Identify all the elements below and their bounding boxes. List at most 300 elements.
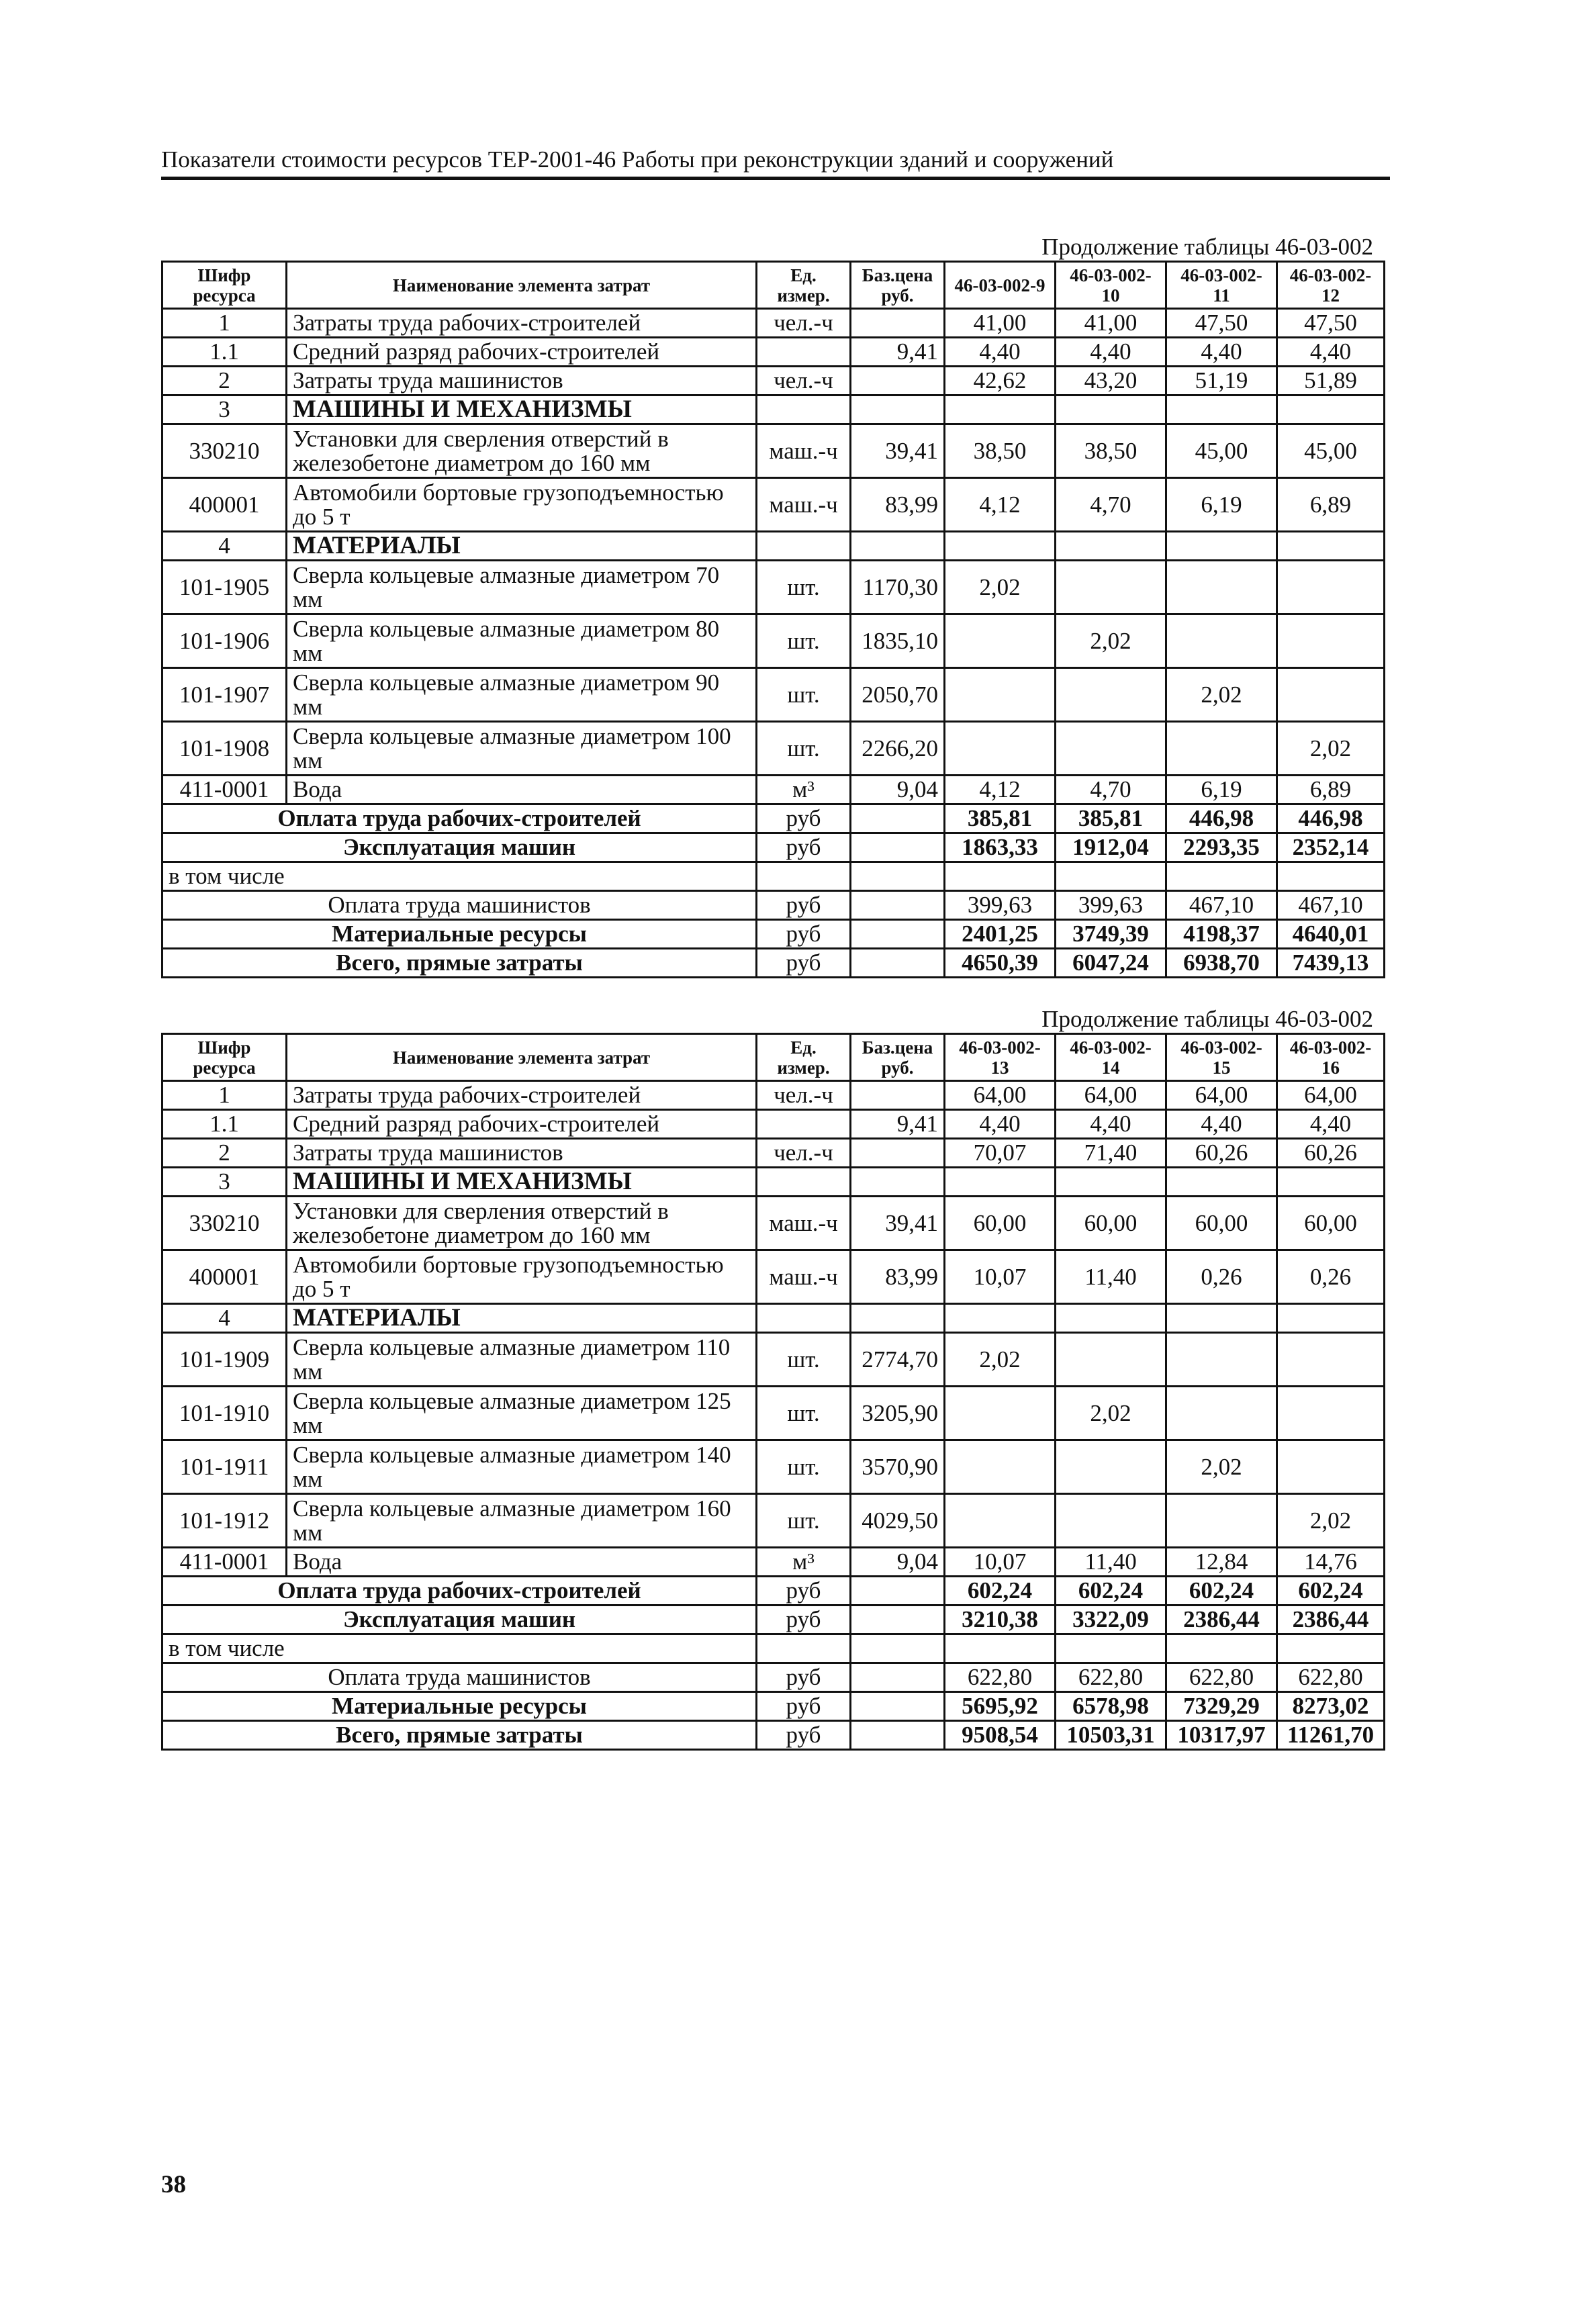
empty-cell <box>851 920 945 949</box>
summary-value: 7329,29 <box>1166 1692 1277 1721</box>
summary-row <box>163 949 1385 978</box>
summary-value: 467,10 <box>1277 891 1385 920</box>
value-cell: 45,00 <box>1166 424 1277 478</box>
value-cell: 43,20 <box>1056 367 1166 396</box>
empty-cell <box>851 804 945 833</box>
value-cell <box>1166 1494 1277 1548</box>
summary-label: Всего, прямые затраты <box>163 949 757 978</box>
table-row <box>163 1548 1385 1577</box>
value-cell: 42,62 <box>945 367 1056 396</box>
table-row <box>163 1250 1385 1304</box>
table-row <box>163 1197 1385 1250</box>
value-cell: 47,50 <box>1277 309 1385 338</box>
table-row <box>163 1139 1385 1168</box>
column-header-c4: 46-03-002-16 <box>1277 1034 1385 1081</box>
base-price-cell: 1835,10 <box>851 614 945 668</box>
summary-value: 9508,54 <box>945 1721 1056 1750</box>
summary-value: 622,80 <box>1166 1663 1277 1692</box>
empty-cell <box>1056 396 1166 424</box>
summary-value: 6578,98 <box>1056 1692 1166 1721</box>
value-cell <box>1166 561 1277 614</box>
resource-code: 330210 <box>163 424 287 478</box>
empty-cell <box>851 1168 945 1197</box>
value-cell: 4,40 <box>945 338 1056 367</box>
section-title: МАТЕРИАЛЫ <box>287 532 757 561</box>
page-header: Показатели стоимости ресурсов ТЕР-2001-46 Работы при реконструкции зданий и сооружений <box>161 146 1114 173</box>
empty-cell <box>851 1634 945 1663</box>
summary-unit: руб <box>757 920 851 949</box>
unit-cell: чел.-ч <box>757 309 851 338</box>
summary-row <box>163 1692 1385 1721</box>
cost-item-name: Сверла кольцевые алмазные диаметром 70 мм <box>287 561 757 614</box>
table-row <box>163 1110 1385 1139</box>
summary-label: Оплата труда рабочих-строителей <box>163 1577 757 1606</box>
empty-cell <box>757 532 851 561</box>
summary-value: 7439,13 <box>1277 949 1385 978</box>
table-row <box>163 424 1385 478</box>
value-cell: 10,07 <box>945 1250 1056 1304</box>
empty-cell <box>851 1721 945 1750</box>
summary-label: в том числе <box>163 862 757 891</box>
cost-item-name: Вода <box>287 776 757 804</box>
summary-unit <box>757 862 851 891</box>
summary-value: 399,63 <box>945 891 1056 920</box>
base-price-cell: 83,99 <box>851 478 945 532</box>
empty-cell <box>945 532 1056 561</box>
column-header-code: Шифр ресурса <box>163 262 287 309</box>
value-cell <box>945 722 1056 776</box>
base-price-cell: 9,04 <box>851 776 945 804</box>
empty-cell <box>851 1692 945 1721</box>
value-cell: 71,40 <box>1056 1139 1166 1168</box>
column-header-price: Баз.цена руб. <box>851 262 945 309</box>
empty-cell <box>851 1606 945 1634</box>
unit-cell: маш.-ч <box>757 1250 851 1304</box>
resource-code: 101-1909 <box>163 1333 287 1387</box>
value-cell: 2,02 <box>945 1333 1056 1387</box>
summary-row <box>163 1577 1385 1606</box>
value-cell: 4,12 <box>945 776 1056 804</box>
cost-item-name: Сверла кольцевые алмазные диаметром 140 мм <box>287 1440 757 1494</box>
column-header-name: Наименование элемента затрат <box>287 1034 757 1081</box>
resource-code: 1.1 <box>163 1110 287 1139</box>
base-price-cell <box>851 367 945 396</box>
empty-cell <box>945 1304 1056 1333</box>
value-cell: 11,40 <box>1056 1250 1166 1304</box>
summary-unit: руб <box>757 1721 851 1750</box>
table-row <box>163 338 1385 367</box>
unit-cell: м³ <box>757 1548 851 1577</box>
value-cell: 14,76 <box>1277 1548 1385 1577</box>
value-cell: 60,26 <box>1277 1139 1385 1168</box>
summary-unit: руб <box>757 1577 851 1606</box>
base-price-cell: 9,04 <box>851 1548 945 1577</box>
base-price-cell: 39,41 <box>851 424 945 478</box>
cost-item-name: Затраты труда рабочих-строителей <box>287 309 757 338</box>
base-price-cell: 2266,20 <box>851 722 945 776</box>
summary-value: 602,24 <box>945 1577 1056 1606</box>
empty-cell <box>851 532 945 561</box>
table-row <box>163 561 1385 614</box>
empty-cell <box>1277 1304 1385 1333</box>
value-cell: 41,00 <box>945 309 1056 338</box>
cost-item-name: Установки для сверления отверстий в железобетоне диаметром до 160 мм <box>287 424 757 478</box>
value-cell <box>1166 614 1277 668</box>
cost-item-name: Средний разряд рабочих-строителей <box>287 1110 757 1139</box>
cost-item-name: Установки для сверления отверстий в железобетоне диаметром до 160 мм <box>287 1197 757 1250</box>
base-price-cell: 2050,70 <box>851 668 945 722</box>
summary-value: 10503,31 <box>1056 1721 1166 1750</box>
table-row <box>163 532 1385 561</box>
resource-code: 101-1910 <box>163 1387 287 1440</box>
summary-value: 11261,70 <box>1277 1721 1385 1750</box>
resource-code: 2 <box>163 367 287 396</box>
table-row <box>163 722 1385 776</box>
summary-value: 602,24 <box>1277 1577 1385 1606</box>
table-row <box>163 1494 1385 1548</box>
column-header-name: Наименование элемента затрат <box>287 262 757 309</box>
value-cell <box>1277 668 1385 722</box>
resource-code: 101-1907 <box>163 668 287 722</box>
value-cell <box>945 614 1056 668</box>
cost-item-name: Автомобили бортовые грузоподъемностью до 5 т <box>287 478 757 532</box>
column-header-c2: 46-03-002-10 <box>1056 262 1166 309</box>
unit-cell <box>757 338 851 367</box>
value-cell: 6,19 <box>1166 478 1277 532</box>
summary-value: 385,81 <box>945 804 1056 833</box>
empty-cell <box>945 396 1056 424</box>
column-header-c2: 46-03-002-14 <box>1056 1034 1166 1081</box>
summary-label: Оплата труда рабочих-строителей <box>163 804 757 833</box>
summary-label: Материальные ресурсы <box>163 920 757 949</box>
unit-cell: чел.-ч <box>757 1139 851 1168</box>
value-cell: 2,02 <box>1056 614 1166 668</box>
unit-cell: шт. <box>757 1333 851 1387</box>
value-cell: 60,00 <box>1166 1197 1277 1250</box>
summary-unit: руб <box>757 833 851 862</box>
cost-item-name: Затраты труда машинистов <box>287 367 757 396</box>
summary-value: 385,81 <box>1056 804 1166 833</box>
table-row <box>163 668 1385 722</box>
summary-value: 1863,33 <box>945 833 1056 862</box>
empty-cell <box>1166 396 1277 424</box>
empty-cell <box>1277 396 1385 424</box>
empty-cell <box>1277 532 1385 561</box>
value-cell <box>1277 1440 1385 1494</box>
cost-item-name: Затраты труда машинистов <box>287 1139 757 1168</box>
value-cell <box>1277 1387 1385 1440</box>
empty-cell <box>851 1577 945 1606</box>
empty-cell <box>945 1168 1056 1197</box>
summary-unit: руб <box>757 804 851 833</box>
summary-row <box>163 1721 1385 1750</box>
empty-cell <box>851 862 945 891</box>
header-rule <box>161 177 1390 180</box>
value-cell: 38,50 <box>1056 424 1166 478</box>
unit-cell: м³ <box>757 776 851 804</box>
summary-unit: руб <box>757 1663 851 1692</box>
value-cell <box>1277 614 1385 668</box>
value-cell: 4,40 <box>1166 1110 1277 1139</box>
summary-unit: руб <box>757 949 851 978</box>
summary-value: 10317,97 <box>1166 1721 1277 1750</box>
resource-code: 1 <box>163 1081 287 1110</box>
value-cell <box>945 1387 1056 1440</box>
cost-item-name: Сверла кольцевые алмазные диаметром 125 мм <box>287 1387 757 1440</box>
summary-value: 2352,14 <box>1277 833 1385 862</box>
unit-cell: маш.-ч <box>757 1197 851 1250</box>
table-header-row <box>163 1034 1385 1081</box>
empty-cell <box>757 1168 851 1197</box>
value-cell: 64,00 <box>945 1081 1056 1110</box>
value-cell: 12,84 <box>1166 1548 1277 1577</box>
summary-value: 2386,44 <box>1277 1606 1385 1634</box>
summary-row <box>163 1606 1385 1634</box>
cost-item-name: Автомобили бортовые грузоподъемностью до 5 т <box>287 1250 757 1304</box>
value-cell: 10,07 <box>945 1548 1056 1577</box>
value-cell <box>945 1440 1056 1494</box>
table-row <box>163 614 1385 668</box>
summary-value: 3322,09 <box>1056 1606 1166 1634</box>
page-number: 38 <box>161 2171 186 2198</box>
column-header-c4: 46-03-002-12 <box>1277 262 1385 309</box>
unit-cell: чел.-ч <box>757 367 851 396</box>
base-price-cell <box>851 1139 945 1168</box>
table-row <box>163 776 1385 804</box>
table-row <box>163 367 1385 396</box>
table-row <box>163 1081 1385 1110</box>
summary-value: 2293,35 <box>1166 833 1277 862</box>
summary-row <box>163 1634 1385 1663</box>
summary-unit: руб <box>757 1692 851 1721</box>
summary-value: 467,10 <box>1166 891 1277 920</box>
table-row <box>163 1168 1385 1197</box>
summary-label: в том числе <box>163 1634 757 1663</box>
column-header-c3: 46-03-002-11 <box>1166 262 1277 309</box>
table-row <box>163 1333 1385 1387</box>
resource-code: 101-1905 <box>163 561 287 614</box>
empty-cell <box>851 1304 945 1333</box>
value-cell: 4,40 <box>1056 338 1166 367</box>
summary-label: Оплата труда машинистов <box>163 891 757 920</box>
value-cell: 60,00 <box>945 1197 1056 1250</box>
empty-cell <box>757 396 851 424</box>
value-cell <box>1056 1440 1166 1494</box>
cost-table-2 <box>161 1033 1385 1751</box>
unit-cell: шт. <box>757 722 851 776</box>
value-cell: 60,00 <box>1277 1197 1385 1250</box>
value-cell: 0,26 <box>1277 1250 1385 1304</box>
base-price-cell: 9,41 <box>851 338 945 367</box>
summary-value <box>945 1634 1056 1663</box>
value-cell: 64,00 <box>1056 1081 1166 1110</box>
summary-row <box>163 891 1385 920</box>
empty-cell <box>757 1304 851 1333</box>
value-cell: 51,89 <box>1277 367 1385 396</box>
empty-cell <box>1056 532 1166 561</box>
resource-code: 101-1912 <box>163 1494 287 1548</box>
unit-cell: шт. <box>757 1494 851 1548</box>
summary-value <box>1277 862 1385 891</box>
base-price-cell: 9,41 <box>851 1110 945 1139</box>
empty-cell <box>851 1663 945 1692</box>
summary-value: 602,24 <box>1166 1577 1277 1606</box>
value-cell: 51,19 <box>1166 367 1277 396</box>
resource-code: 400001 <box>163 478 287 532</box>
summary-value: 4198,37 <box>1166 920 1277 949</box>
summary-value: 4640,01 <box>1277 920 1385 949</box>
value-cell: 38,50 <box>945 424 1056 478</box>
summary-label: Оплата труда машинистов <box>163 1663 757 1692</box>
summary-row <box>163 1663 1385 1692</box>
value-cell: 2,02 <box>1277 1494 1385 1548</box>
unit-cell: маш.-ч <box>757 478 851 532</box>
column-header-c1: 46-03-002-9 <box>945 262 1056 309</box>
column-header-c3: 46-03-002-15 <box>1166 1034 1277 1081</box>
summary-value: 622,80 <box>1277 1663 1385 1692</box>
summary-value: 622,80 <box>945 1663 1056 1692</box>
resource-code: 1 <box>163 309 287 338</box>
value-cell: 60,26 <box>1166 1139 1277 1168</box>
summary-row <box>163 833 1385 862</box>
column-header-code: Шифр ресурса <box>163 1034 287 1081</box>
unit-cell <box>757 1110 851 1139</box>
summary-row <box>163 920 1385 949</box>
table-row <box>163 396 1385 424</box>
empty-cell <box>851 891 945 920</box>
value-cell <box>1056 1333 1166 1387</box>
value-cell: 4,70 <box>1056 478 1166 532</box>
column-header-c1: 46-03-002-13 <box>945 1034 1056 1081</box>
column-header-price: Баз.цена руб. <box>851 1034 945 1081</box>
empty-cell <box>851 396 945 424</box>
summary-label: Эксплуатация машин <box>163 833 757 862</box>
summary-value <box>1166 862 1277 891</box>
value-cell <box>945 1494 1056 1548</box>
value-cell <box>945 668 1056 722</box>
summary-value: 3210,38 <box>945 1606 1056 1634</box>
summary-unit <box>757 1634 851 1663</box>
value-cell: 2,02 <box>1056 1387 1166 1440</box>
value-cell: 47,50 <box>1166 309 1277 338</box>
value-cell: 2,02 <box>945 561 1056 614</box>
value-cell: 6,19 <box>1166 776 1277 804</box>
value-cell <box>1056 668 1166 722</box>
resource-code: 3 <box>163 1168 287 1197</box>
unit-cell: шт. <box>757 1387 851 1440</box>
value-cell <box>1056 561 1166 614</box>
value-cell: 0,26 <box>1166 1250 1277 1304</box>
value-cell: 4,40 <box>1277 338 1385 367</box>
value-cell: 4,40 <box>1056 1110 1166 1139</box>
section-title: МАШИНЫ И МЕХАНИЗМЫ <box>287 1168 757 1197</box>
value-cell: 2,02 <box>1277 722 1385 776</box>
resource-code: 411-0001 <box>163 1548 287 1577</box>
value-cell <box>1277 1333 1385 1387</box>
value-cell: 4,40 <box>1166 338 1277 367</box>
base-price-cell <box>851 309 945 338</box>
empty-cell <box>1166 532 1277 561</box>
cost-item-name: Сверла кольцевые алмазные диаметром 160 мм <box>287 1494 757 1548</box>
empty-cell <box>1166 1304 1277 1333</box>
value-cell <box>1166 1333 1277 1387</box>
unit-cell: чел.-ч <box>757 1081 851 1110</box>
summary-label: Всего, прямые затраты <box>163 1721 757 1750</box>
empty-cell <box>1056 1304 1166 1333</box>
base-price-cell: 83,99 <box>851 1250 945 1304</box>
value-cell: 6,89 <box>1277 776 1385 804</box>
unit-cell: шт. <box>757 614 851 668</box>
resource-code: 101-1911 <box>163 1440 287 1494</box>
table-row <box>163 1440 1385 1494</box>
summary-value: 6938,70 <box>1166 949 1277 978</box>
empty-cell <box>1056 1168 1166 1197</box>
summary-value: 399,63 <box>1056 891 1166 920</box>
resource-code: 2 <box>163 1139 287 1168</box>
unit-cell: шт. <box>757 561 851 614</box>
value-cell: 2,02 <box>1166 668 1277 722</box>
summary-row <box>163 862 1385 891</box>
base-price-cell: 4029,50 <box>851 1494 945 1548</box>
column-header-unit: Ед. измер. <box>757 262 851 309</box>
empty-cell <box>851 833 945 862</box>
resource-code: 1.1 <box>163 338 287 367</box>
summary-value: 602,24 <box>1056 1577 1166 1606</box>
base-price-cell: 2774,70 <box>851 1333 945 1387</box>
base-price-cell: 3205,90 <box>851 1387 945 1440</box>
value-cell: 11,40 <box>1056 1548 1166 1577</box>
empty-cell <box>1166 1168 1277 1197</box>
value-cell: 4,12 <box>945 478 1056 532</box>
cost-item-name: Вода <box>287 1548 757 1577</box>
base-price-cell <box>851 1081 945 1110</box>
summary-value: 2386,44 <box>1166 1606 1277 1634</box>
summary-value <box>1056 1634 1166 1663</box>
resource-code: 101-1906 <box>163 614 287 668</box>
value-cell <box>1166 1387 1277 1440</box>
value-cell: 4,40 <box>1277 1110 1385 1139</box>
value-cell: 64,00 <box>1277 1081 1385 1110</box>
summary-value <box>945 862 1056 891</box>
value-cell: 45,00 <box>1277 424 1385 478</box>
value-cell: 6,89 <box>1277 478 1385 532</box>
cost-item-name: Затраты труда рабочих-строителей <box>287 1081 757 1110</box>
cost-table-1 <box>161 261 1385 978</box>
empty-cell <box>851 949 945 978</box>
value-cell: 4,70 <box>1056 776 1166 804</box>
table-2-caption: Продолжение таблицы 46-03-002 <box>1041 1006 1373 1032</box>
section-title: МАТЕРИАЛЫ <box>287 1304 757 1333</box>
summary-label: Эксплуатация машин <box>163 1606 757 1634</box>
summary-label: Материальные ресурсы <box>163 1692 757 1721</box>
resource-code: 4 <box>163 532 287 561</box>
empty-cell <box>1277 1168 1385 1197</box>
base-price-cell: 3570,90 <box>851 1440 945 1494</box>
summary-value <box>1056 862 1166 891</box>
value-cell: 2,02 <box>1166 1440 1277 1494</box>
cost-item-name: Сверла кольцевые алмазные диаметром 100 мм <box>287 722 757 776</box>
summary-value: 2401,25 <box>945 920 1056 949</box>
summary-row <box>163 804 1385 833</box>
summary-unit: руб <box>757 891 851 920</box>
resource-code: 400001 <box>163 1250 287 1304</box>
summary-value <box>1277 1634 1385 1663</box>
cost-item-name: Сверла кольцевые алмазные диаметром 90 мм <box>287 668 757 722</box>
unit-cell: маш.-ч <box>757 424 851 478</box>
resource-code: 4 <box>163 1304 287 1333</box>
summary-value: 4650,39 <box>945 949 1056 978</box>
table-row <box>163 478 1385 532</box>
